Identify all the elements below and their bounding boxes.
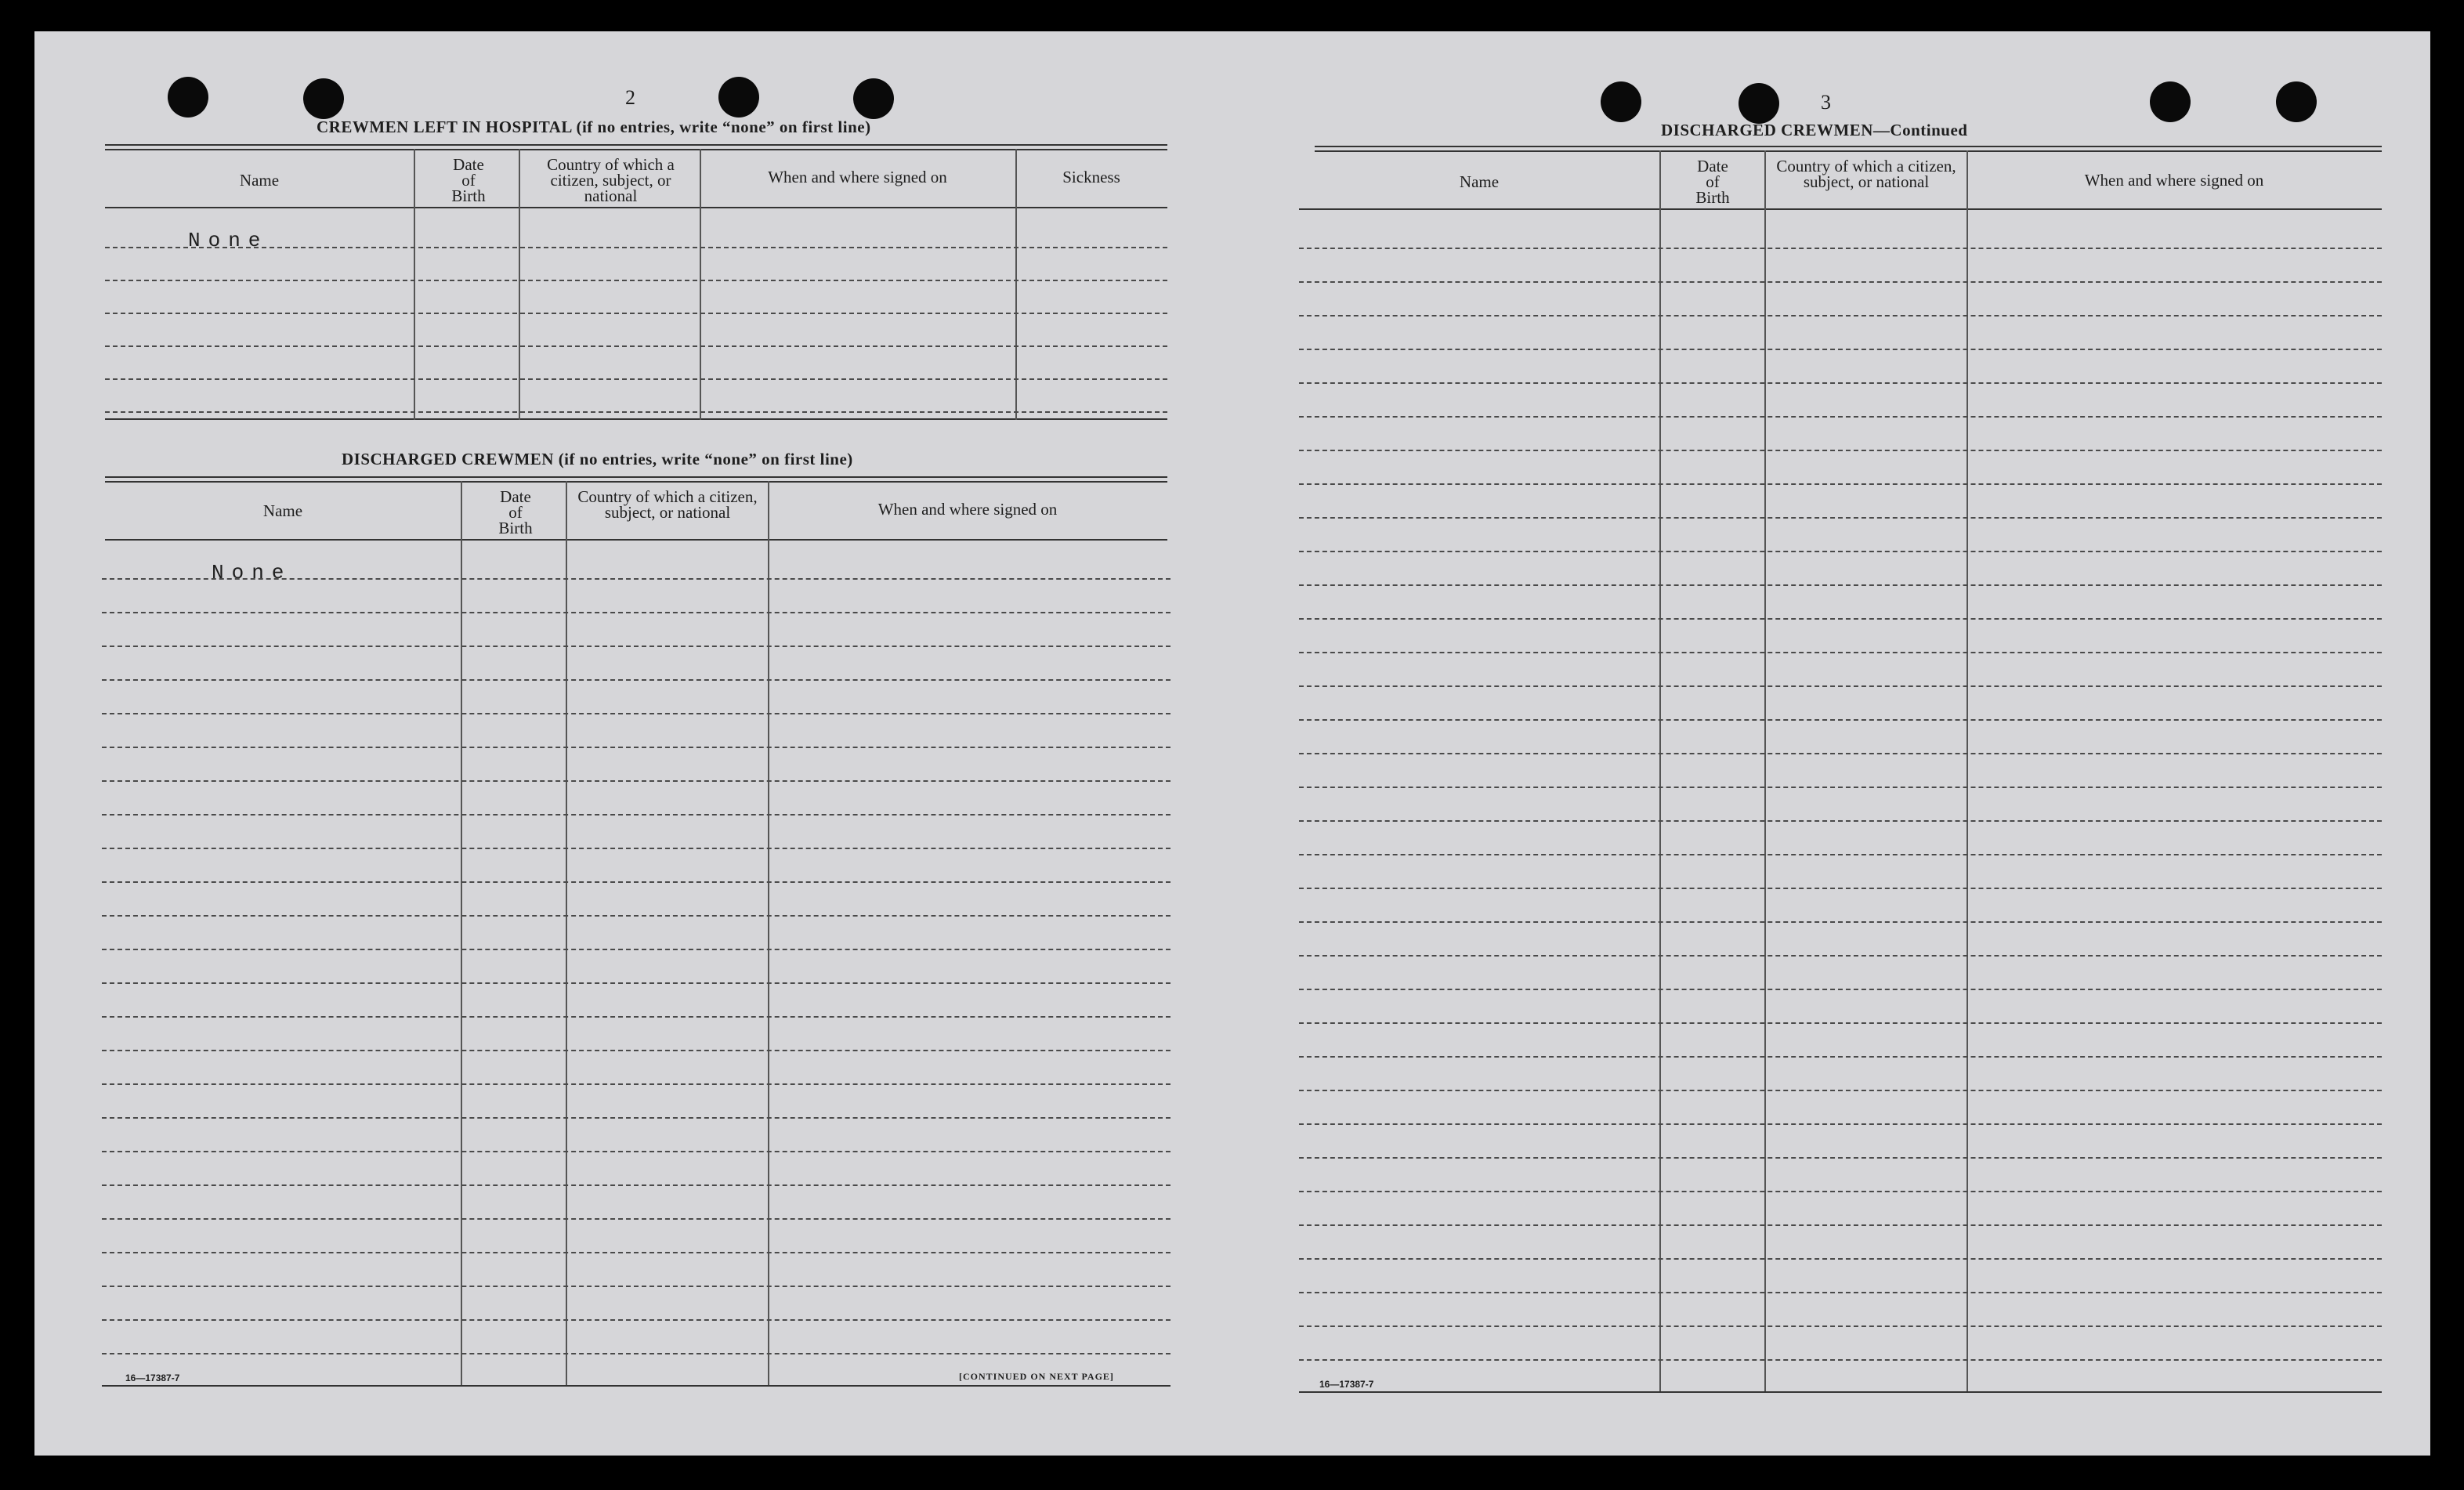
section-title-discharged: DISCHARGED CREWMEN (if no entries, write “none” on first line) bbox=[342, 450, 853, 468]
table-top-rule bbox=[1315, 146, 2382, 147]
punch-hole bbox=[718, 77, 759, 118]
entry-line bbox=[1299, 416, 2382, 418]
column-header-country: Country of which a citizen, subject, or national bbox=[1776, 157, 1956, 191]
document-sheet bbox=[34, 31, 2430, 1456]
entry-line bbox=[102, 1286, 1170, 1287]
entry-line bbox=[1299, 1292, 2382, 1293]
form-number: 16—17387-7 bbox=[125, 1372, 180, 1383]
entry-line bbox=[1299, 787, 2382, 788]
column-header-sickness: Sickness bbox=[1062, 168, 1120, 186]
entry-line bbox=[102, 915, 1170, 917]
entry-line bbox=[1299, 584, 2382, 586]
header-bottom-rule bbox=[105, 539, 1167, 541]
entry-line bbox=[102, 881, 1170, 883]
column-header-country: Country of which a citizen, subject, or national bbox=[547, 155, 675, 205]
column-header-date-of-birth: Date of Birth bbox=[1695, 157, 1730, 207]
form-number: 16—17387-7 bbox=[1319, 1379, 1374, 1390]
punch-hole bbox=[2276, 81, 2317, 122]
column-header-signed-on: When and where signed on bbox=[768, 168, 947, 186]
entry-line bbox=[102, 1184, 1170, 1186]
entry-line bbox=[1299, 315, 2382, 316]
section-title-hospital: CREWMEN LEFT IN HOSPITAL (if no entries, write “none” on first line) bbox=[317, 118, 871, 136]
entry-line bbox=[105, 313, 1167, 314]
column-divider bbox=[1764, 150, 1766, 1391]
continued-note: [CONTINUED ON NEXT PAGE] bbox=[959, 1371, 1114, 1382]
entry-line bbox=[1299, 753, 2382, 754]
entry-line bbox=[1299, 1258, 2382, 1260]
entry-line bbox=[1299, 618, 2382, 620]
entry-line bbox=[102, 747, 1170, 748]
entry-line bbox=[102, 578, 1170, 580]
punch-hole bbox=[1739, 83, 1779, 124]
entry-line bbox=[102, 949, 1170, 950]
entry-line bbox=[102, 1218, 1170, 1220]
table-top-rule bbox=[105, 476, 1167, 478]
punch-hole bbox=[2150, 81, 2191, 122]
table-bottom-rule bbox=[102, 1385, 1170, 1387]
entry-line bbox=[102, 713, 1170, 714]
entry-line bbox=[1299, 450, 2382, 451]
entry-line bbox=[102, 679, 1170, 681]
table-bottom-rule bbox=[1299, 1391, 2382, 1393]
table-top-rule bbox=[105, 149, 1167, 150]
column-header-signed-on: When and where signed on bbox=[2084, 171, 2264, 190]
column-header-name: Name bbox=[239, 171, 280, 190]
page-number: 3 bbox=[1821, 91, 1831, 114]
entry-line bbox=[105, 280, 1167, 281]
header-bottom-rule bbox=[105, 207, 1167, 208]
entry-line bbox=[1299, 854, 2382, 855]
entry-line bbox=[1299, 921, 2382, 923]
entry-line bbox=[1299, 1157, 2382, 1159]
entry-line bbox=[105, 247, 1167, 248]
entry-line bbox=[1299, 989, 2382, 990]
entry-line bbox=[102, 1353, 1170, 1354]
hospital-entry: None bbox=[188, 229, 269, 252]
punch-hole bbox=[168, 77, 208, 118]
table-top-rule bbox=[105, 144, 1167, 146]
entry-line bbox=[1299, 955, 2382, 957]
punch-hole bbox=[1601, 81, 1641, 122]
entry-line bbox=[1299, 1224, 2382, 1226]
column-header-name: Name bbox=[262, 501, 303, 520]
entry-line bbox=[102, 1252, 1170, 1253]
entry-line bbox=[1299, 685, 2382, 687]
column-divider bbox=[566, 481, 567, 1385]
entry-line bbox=[1299, 1123, 2382, 1125]
column-divider bbox=[1966, 150, 1968, 1391]
entry-line bbox=[102, 612, 1170, 613]
entry-line bbox=[102, 848, 1170, 849]
header-bottom-rule bbox=[1299, 208, 2382, 210]
page-number: 2 bbox=[625, 86, 635, 109]
entry-line bbox=[1299, 1191, 2382, 1192]
entry-line bbox=[102, 1117, 1170, 1119]
punch-hole bbox=[303, 78, 344, 119]
entry-line bbox=[102, 814, 1170, 816]
column-divider bbox=[768, 481, 769, 1385]
column-header-name: Name bbox=[1459, 172, 1500, 191]
entry-line bbox=[102, 1083, 1170, 1085]
entry-line bbox=[1299, 652, 2382, 653]
column-header-signed-on: When and where signed on bbox=[877, 500, 1058, 519]
column-divider bbox=[1659, 150, 1661, 1391]
table-top-rule bbox=[1315, 150, 2382, 152]
entry-line bbox=[1299, 349, 2382, 350]
punch-hole bbox=[853, 78, 894, 119]
entry-line bbox=[105, 345, 1167, 347]
entry-line bbox=[1299, 517, 2382, 519]
entry-line bbox=[1299, 382, 2382, 384]
entry-line bbox=[1299, 820, 2382, 822]
entry-line bbox=[1299, 1056, 2382, 1058]
entry-line bbox=[1299, 248, 2382, 249]
entry-line bbox=[105, 411, 1167, 413]
entry-line bbox=[102, 1319, 1170, 1321]
entry-line bbox=[102, 982, 1170, 984]
entry-line bbox=[1299, 1090, 2382, 1091]
entry-line bbox=[1299, 281, 2382, 283]
entry-line bbox=[1299, 888, 2382, 889]
section-title-discharged-continued: DISCHARGED CREWMEN—Continued bbox=[1661, 121, 1968, 139]
entry-line bbox=[1299, 551, 2382, 552]
entry-line bbox=[102, 1016, 1170, 1018]
table-top-rule bbox=[105, 481, 1167, 483]
entry-line bbox=[102, 1151, 1170, 1152]
entry-line bbox=[105, 378, 1167, 380]
entry-line bbox=[1299, 483, 2382, 485]
column-header-date-of-birth: Date of Birth bbox=[498, 487, 533, 537]
section-note: (if no entries, write “none” on first line) bbox=[576, 118, 871, 136]
entry-line bbox=[102, 780, 1170, 782]
section-note: (if no entries, write “none” on first line) bbox=[558, 450, 853, 468]
discharged-entry: None bbox=[212, 561, 292, 584]
entry-line bbox=[1299, 1359, 2382, 1361]
table-bottom-rule bbox=[105, 418, 1167, 420]
entry-line bbox=[102, 1050, 1170, 1051]
entry-line bbox=[1299, 719, 2382, 721]
column-divider bbox=[461, 481, 462, 1385]
entry-line bbox=[1299, 1325, 2382, 1327]
entry-line bbox=[1299, 1022, 2382, 1024]
column-header-date-of-birth: Date of Birth bbox=[451, 155, 486, 205]
entry-line bbox=[102, 646, 1170, 647]
column-header-country: Country of which a citizen, subject, or national bbox=[577, 487, 758, 522]
